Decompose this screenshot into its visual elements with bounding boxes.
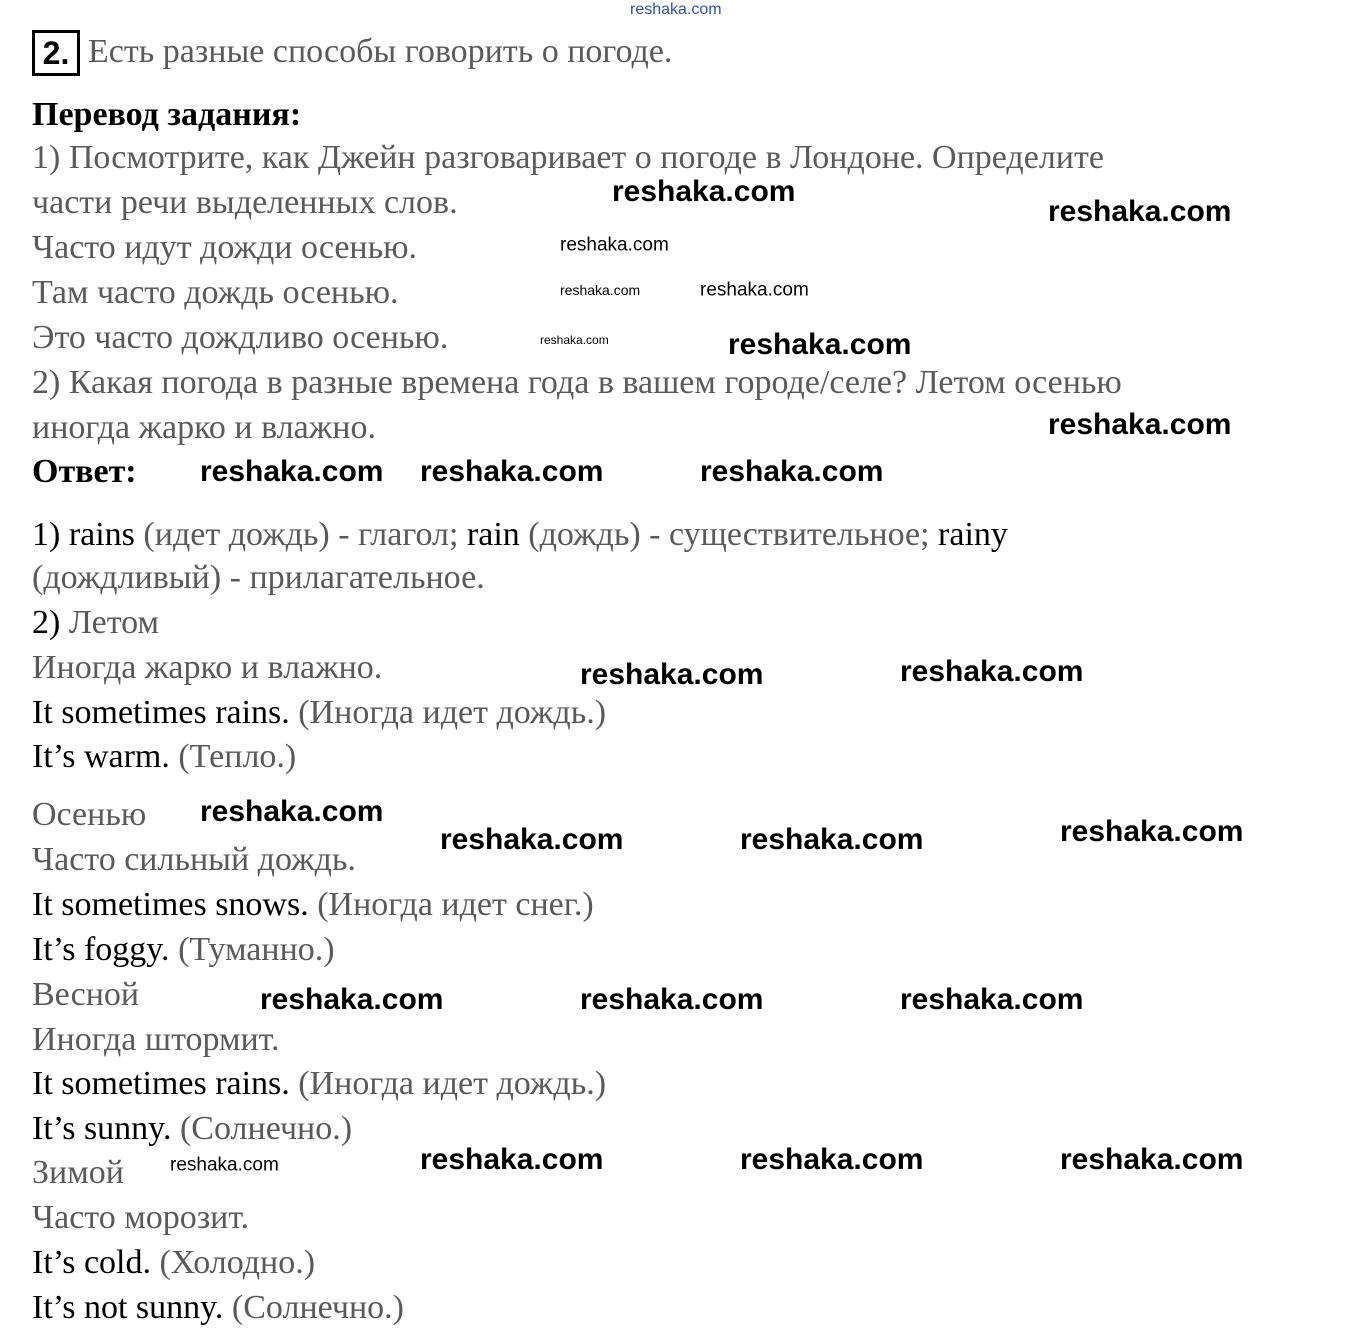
russian-text: (дождливый) - прилагательное. [32, 559, 485, 596]
russian-text: (Иногда идет снег.) [317, 886, 594, 923]
text-line [32, 650, 382, 686]
watermark: reshaka.com [700, 455, 884, 488]
russian-text: Зимой [32, 1154, 124, 1191]
russian-text: Осенью [32, 796, 147, 833]
watermark: reshaka.com [740, 1143, 924, 1176]
text-line [32, 887, 594, 923]
watermark: reshaka.com [1048, 195, 1232, 228]
text-line [32, 695, 606, 731]
watermark: reshaka.com [420, 1143, 604, 1176]
watermark: reshaka.com [900, 655, 1084, 688]
text-line [32, 140, 1104, 176]
russian-text: Весной [32, 976, 140, 1013]
english-text: It’s sunny. [32, 1110, 180, 1147]
russian-text: (дождь) - существительное; [528, 516, 939, 553]
russian-text: Это часто дождливо осенью. [32, 319, 449, 356]
russian-text: части речи выделенных слов. [32, 184, 458, 221]
watermark: reshaka.com [440, 823, 624, 856]
text-line [32, 185, 458, 221]
text-line [32, 1155, 124, 1191]
task-number-box: 2. [32, 30, 80, 76]
text-line [32, 230, 417, 266]
watermark: reshaka.com [740, 823, 924, 856]
russian-text: Там часто дождь осенью. [32, 274, 399, 311]
text-line [32, 410, 376, 446]
russian-text: (Туманно.) [178, 931, 335, 968]
english-text: It’s not sunny. [32, 1289, 232, 1326]
watermark: reshaka.com [630, 1, 722, 18]
russian-text: (Холодно.) [159, 1244, 316, 1281]
text-line [32, 320, 448, 356]
russian-text: (идет дождь) - глагол; [143, 516, 467, 553]
english-text: It sometimes snows. [32, 886, 318, 923]
text-line [32, 517, 1008, 553]
watermark: reshaka.com [900, 983, 1084, 1016]
text-line [32, 977, 139, 1013]
english-text: It sometimes rains. [32, 1065, 299, 1102]
english-text: It’s warm. [32, 738, 179, 775]
russian-text: (Солнечно.) [179, 1110, 353, 1147]
text-line [32, 842, 356, 878]
russian-text: 1) Посмотрите, как Джейн разговаривает о погоде в Лондоне. Определите [32, 139, 1104, 176]
english-text: It’s foggy. [32, 931, 179, 968]
heading-text: Ответ: [32, 453, 137, 490]
text-line [32, 1066, 606, 1102]
watermark: reshaka.com [560, 282, 641, 298]
english-text: 2) [32, 604, 69, 641]
heading-text: Перевод задания: [32, 96, 302, 133]
english-text: It’s cold. [32, 1244, 160, 1281]
text-line [32, 605, 159, 641]
text-line [32, 797, 146, 833]
russian-text: Часто морозит. [32, 1199, 250, 1236]
russian-text: Иногда жарко и влажно. [32, 649, 383, 686]
english-text: rain [466, 516, 529, 553]
watermark: reshaka.com [1060, 1143, 1244, 1176]
russian-text: (Тепло.) [178, 738, 297, 775]
english-text: 1) rains [32, 516, 144, 553]
text-line [32, 932, 335, 968]
text-line [32, 1022, 279, 1058]
watermark: reshaka.com [200, 455, 384, 488]
text-line [88, 34, 672, 70]
russian-text: Летом [68, 604, 160, 641]
watermark: reshaka.com [420, 455, 604, 488]
section-heading [32, 97, 301, 133]
text-line [32, 560, 485, 596]
text-line [32, 1111, 352, 1147]
russian-text: Часто сильный дождь. [32, 841, 356, 878]
watermark: reshaka.com [540, 333, 609, 347]
english-text: It sometimes rains. [32, 694, 299, 731]
russian-text: Часто идут дожди осенью. [32, 229, 418, 266]
text-line [32, 1290, 404, 1326]
russian-text: иногда жарко и влажно. [32, 409, 376, 446]
text-line [32, 275, 399, 311]
russian-text: (Солнечно.) [231, 1289, 404, 1326]
watermark: reshaka.com [580, 658, 764, 691]
watermark: reshaka.com [560, 234, 669, 256]
watermark: reshaka.com [580, 983, 764, 1016]
russian-text: Иногда штормит. [32, 1021, 280, 1058]
watermark: reshaka.com [170, 1154, 279, 1176]
watermark: reshaka.com [260, 983, 444, 1016]
russian-text: (Иногда идет дождь.) [298, 694, 607, 731]
watermark: reshaka.com [728, 328, 912, 361]
russian-text: 2) Какая погода в разные времена года в вашем городе/селе? Летом осенью [32, 364, 1122, 401]
watermark: reshaka.com [612, 175, 796, 208]
watermark: reshaka.com [1060, 815, 1244, 848]
watermark: reshaka.com [700, 279, 809, 301]
section-heading [32, 454, 137, 490]
text-line [32, 739, 296, 775]
text-line [32, 365, 1122, 401]
russian-text: Есть разные способы говорить о погоде. [88, 33, 673, 70]
watermark: reshaka.com [1048, 408, 1232, 441]
russian-text: (Иногда идет дождь.) [298, 1065, 607, 1102]
watermark: reshaka.com [200, 795, 384, 828]
text-line [32, 1200, 249, 1236]
text-line [32, 1245, 315, 1281]
english-text: rainy [938, 516, 1008, 553]
